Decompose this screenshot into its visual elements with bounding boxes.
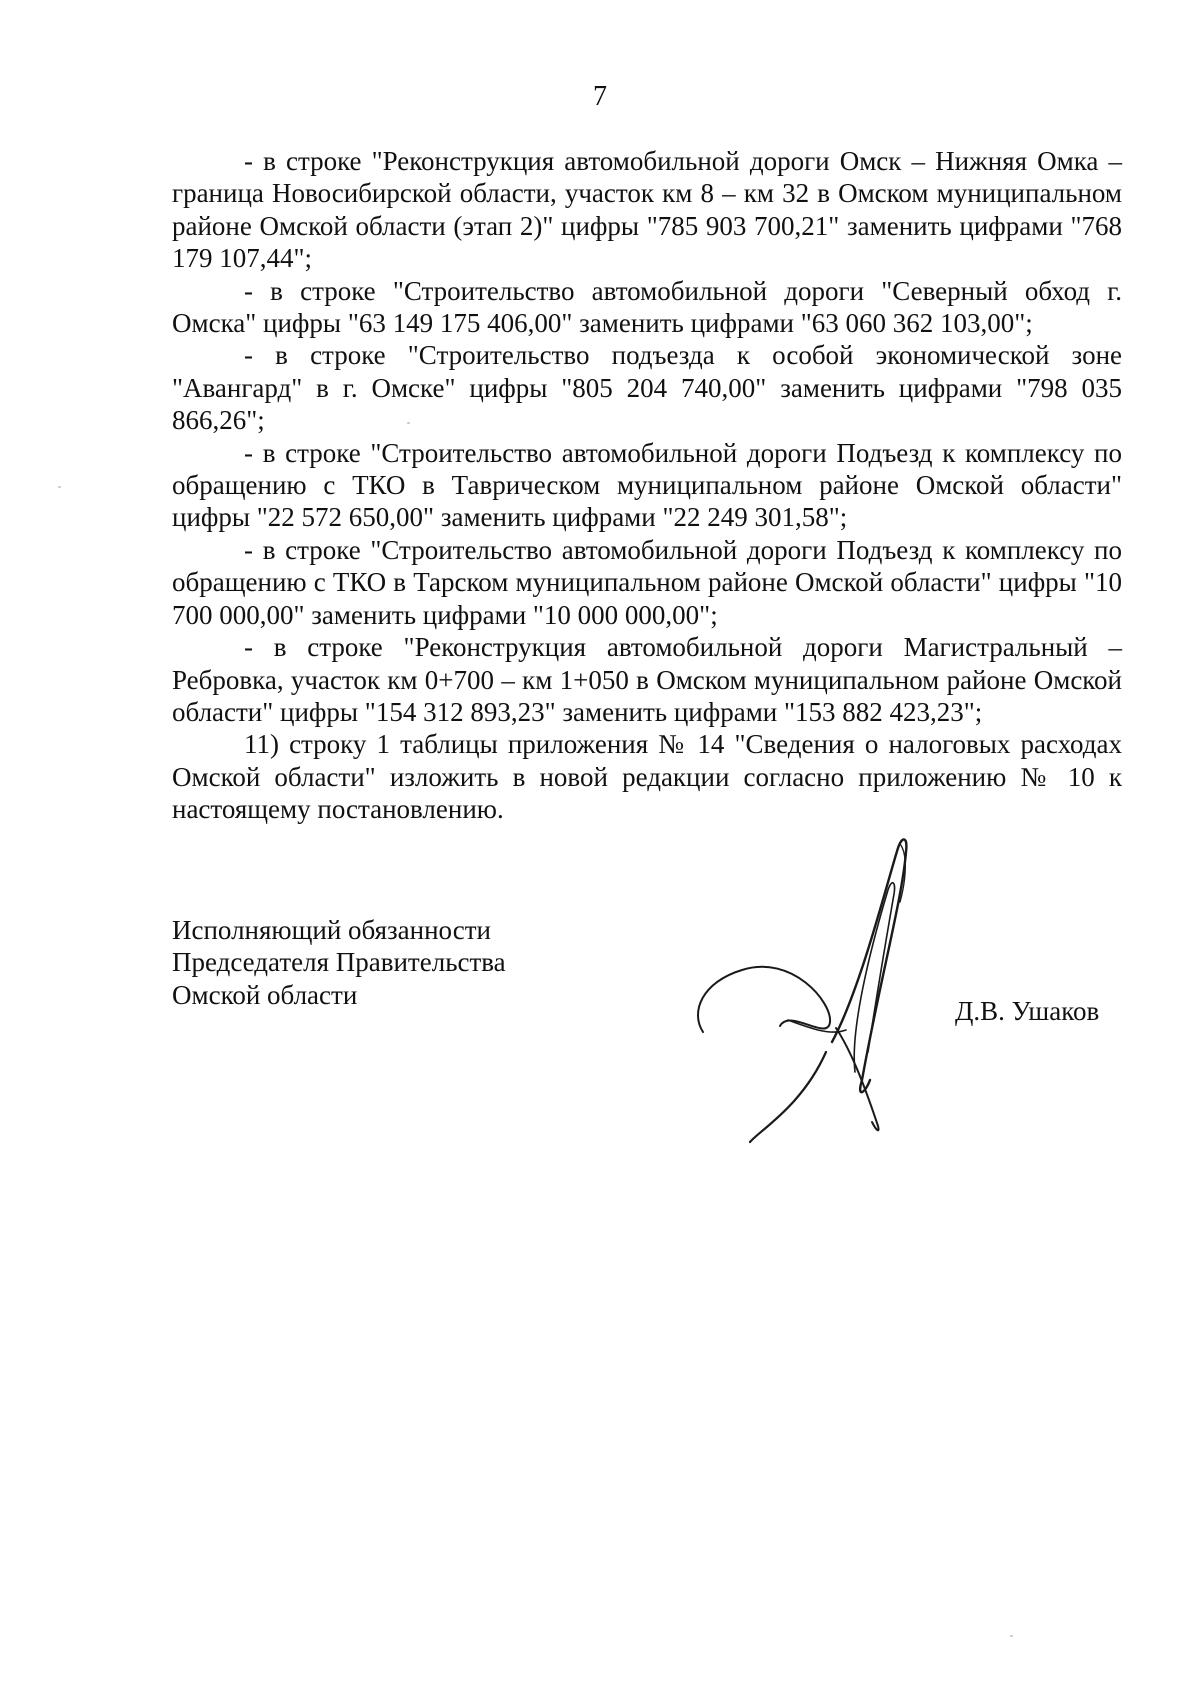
paragraph-3: - в строке "Строительство подъезда к особой экономической зоне "Авангард" в г. Омске" цифры "805 204 740,00" заменить цифрами "798 035 866,26"; bbox=[172, 340, 1122, 436]
document-body bbox=[172, 145, 1122, 826]
page-number: 7 bbox=[593, 81, 607, 112]
scan-speck bbox=[58, 486, 61, 488]
paragraph-5: - в строке "Строительство автомобильной дороги Подъезд к комплексу по обращению с ТКО в Тарском муниципальном районе Омской области" цифры "10 700 000,00" заменить цифрами "10 000 000,00"; bbox=[172, 534, 1122, 630]
paragraph-1: - в строке "Реконструкция автомобильной дороги Омск – Нижняя Омка – граница Новосибирской области, участок км 8 – км 32 в Омском муниципальном районе Омской области (этап 2)" цифры "785 903 700,21" заменить цифрами "768 179 107,44"; bbox=[172, 146, 1122, 274]
paragraph-7: 11) строку 1 таблицы приложения № 14 "Сведения о налоговых расходах Омской области" изложить в новой редакции согласно приложению № 10 к настоящему постановлению. bbox=[172, 729, 1122, 825]
signer-position-line-2: Председателя Правительства bbox=[172, 947, 506, 978]
paragraph-4: - в строке "Строительство автомобильной дороги Подъезд к комплексу по обращению с ТКО в Таврическом муниципальном районе Омской области" цифры "22 572 650,00" заменить цифрами "22 249 301,58"; bbox=[172, 437, 1122, 533]
paragraph-6: - в строке "Реконструкция автомобильной дороги Магистральный – Ребровка, участок км 0+700 – км 1+050 в Омском муниципальном районе Омской области" цифры "154 312 893,23" заменить цифрами "153 882 423,23"; bbox=[172, 632, 1122, 727]
signer-position-line-3: Омской области bbox=[172, 979, 358, 1010]
signer-name: Д.В. Ушаков bbox=[955, 996, 1100, 1026]
scan-speck bbox=[1010, 1635, 1013, 1637]
paragraph-2: - в строке "Строительство автомобильной дороги "Северный обход г. Омска" цифры "63 149 175 406,00" заменить цифрами "63 060 362 103,00"; bbox=[172, 275, 1122, 339]
signer-position bbox=[172, 914, 506, 1011]
handwritten-signature bbox=[680, 830, 1000, 1150]
scan-speck bbox=[407, 422, 410, 424]
signer-position-line-1: Исполняющий обязанности bbox=[172, 915, 491, 945]
